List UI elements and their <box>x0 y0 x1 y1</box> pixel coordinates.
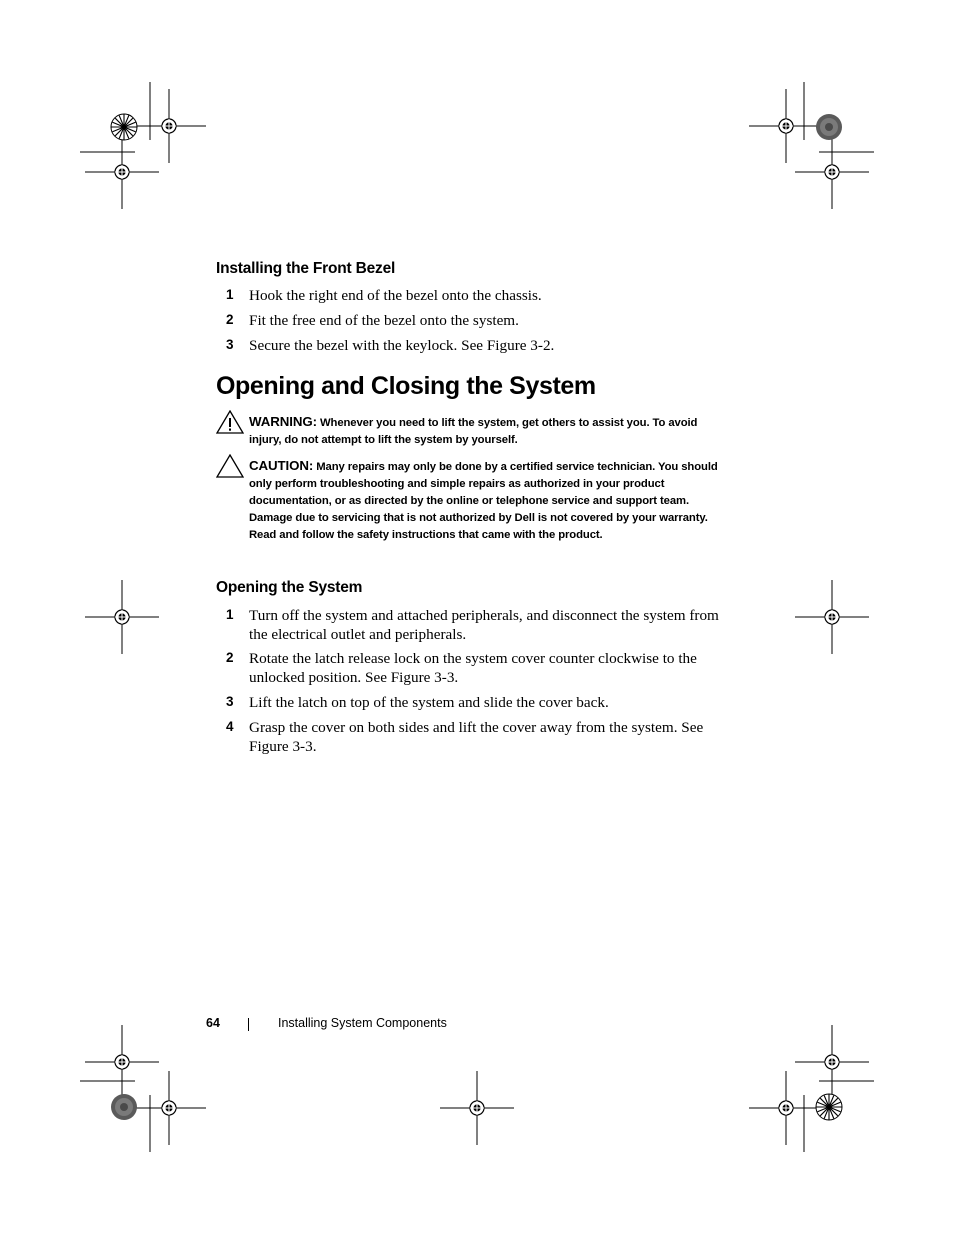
step-number: 3 <box>226 337 234 352</box>
step-number: 2 <box>226 312 234 327</box>
step-text: Turn off the system and attached peripherals, and disconnect the system from the electrical outlet and peripherals. <box>249 607 719 643</box>
step-text: Lift the latch on top of the system and slide the cover back. <box>249 694 609 711</box>
section-heading-opening-system: Opening the System <box>216 579 363 596</box>
step-number: 1 <box>226 607 234 622</box>
step-number: 1 <box>226 287 234 302</box>
page-number: 64 <box>206 1016 220 1030</box>
warning-triangle-icon <box>216 410 244 434</box>
page-title: Opening and Closing the System <box>216 372 596 400</box>
caution-label: CAUTION: <box>249 458 314 473</box>
caution-text: Many repairs may only be done by a certified service technician. You should only perform troubleshooting and simple repairs as authorized in your product documentation, or as directed by the online or telephone service and support team. Damage due to servicing that is not authorized by Dell is not covered by your warranty. Read and follow the safety instructions that came with the product. <box>249 461 718 541</box>
caution-triangle-icon <box>216 454 244 478</box>
step-text: Grasp the cover on both sides and lift the cover away from the system. See Figure 3-3. <box>249 719 704 755</box>
step-number: 2 <box>226 650 234 665</box>
footer-chapter-title: Installing System Components <box>278 1016 447 1030</box>
warning-text: Whenever you need to lift the system, get others to assist you. To avoid injury, do not attempt to lift the system by yourself. <box>249 417 698 446</box>
footer-divider <box>248 1018 249 1031</box>
warning-label: WARNING: <box>249 414 317 429</box>
step-text: Fit the free end of the bezel onto the system. <box>249 312 519 329</box>
step-number: 3 <box>226 694 234 709</box>
step-text: Secure the bezel with the keylock. See Figure 3-2. <box>249 337 555 354</box>
step-number: 4 <box>226 719 234 734</box>
step-text: Hook the right end of the bezel onto the chassis. <box>249 287 542 304</box>
step-text: Rotate the latch release lock on the system cover counter clockwise to the unlocked position. See Figure 3-3. <box>249 650 697 686</box>
section-heading-front-bezel: Installing the Front Bezel <box>216 260 396 277</box>
